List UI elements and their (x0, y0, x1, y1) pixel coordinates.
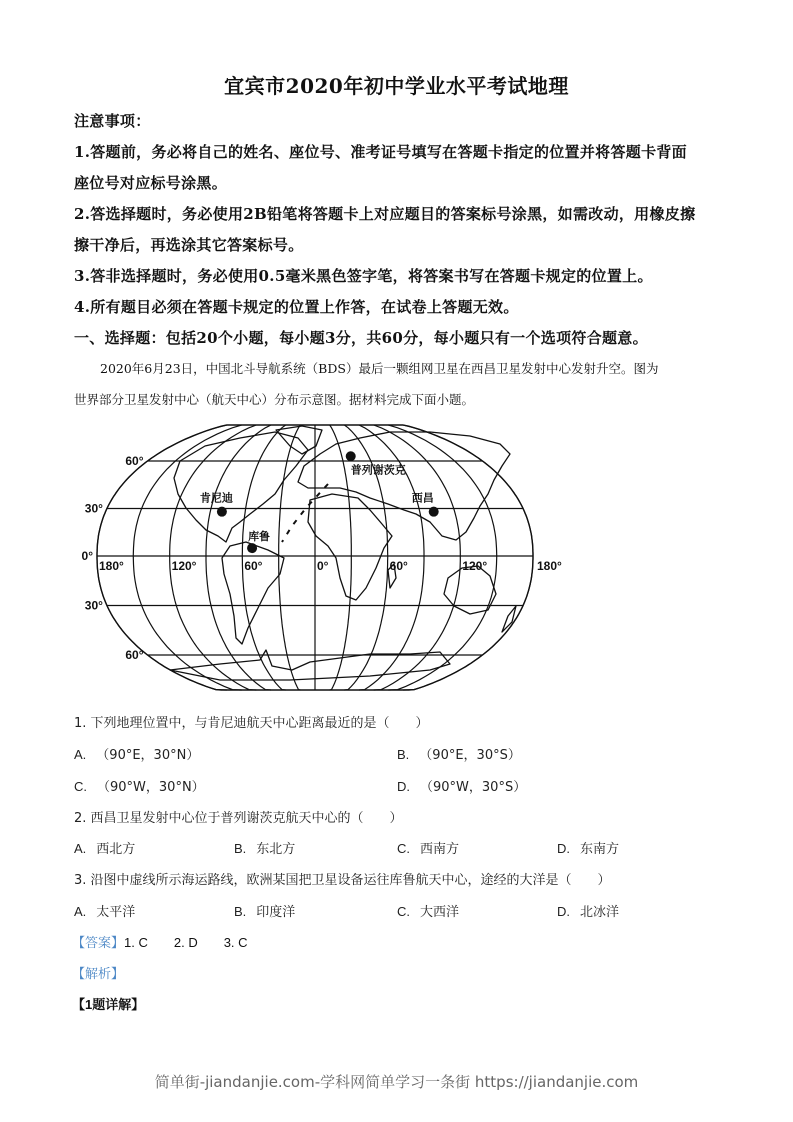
material-line-2: 世界部分卫星发射中心（航天中心）分布示意图。据材料完成下面小题。 (74, 392, 475, 407)
question-1-option-d[interactable]: D. （90°W，30°S） (397, 779, 527, 795)
analysis-tag: 【解析】 (72, 966, 125, 981)
notice-line-6: 4.所有题目必须在答题卡规定的位置上作答，在试卷上答题无效。 (74, 298, 519, 316)
answer-2: 2. D (173, 935, 198, 950)
question-1-stem: 1. 下列地理位置中，与肯尼迪航天中心距离最近的是（ ） (74, 716, 429, 731)
question-2-stem: 2. 西昌卫星发射中心位于普列谢茨克航天中心的（ ） (74, 811, 403, 826)
section-heading: 一、选择题：包括20个小题，每小题3分，共60分，每小题只有一个选项符合题意。 (74, 329, 648, 347)
svg-text:60°: 60° (125, 454, 144, 468)
question-1-option-c[interactable]: C. （90°W，30°N） (74, 779, 205, 795)
question-2-option-b[interactable]: B. 东北方 (234, 841, 296, 857)
world-map-figure (70, 418, 570, 698)
footer-watermark: 简单街-jiandanjie.com-学科网简单学习一条街 https://jiandanjie.com (154, 1073, 639, 1091)
notice-heading: 注意事项： (74, 112, 151, 130)
launch-sites (200, 451, 439, 553)
notice-line-2: 座位号对应标号涂黑。 (74, 174, 228, 192)
svg-text:180°: 180° (99, 559, 124, 573)
svg-text:普列谢茨克: 普列谢茨克 (350, 463, 406, 477)
svg-text:库鲁: 库鲁 (248, 530, 271, 544)
question-3-option-a[interactable]: A. 太平洋 (74, 904, 136, 920)
analysis-subheading: 【1题详解】 (72, 997, 145, 1012)
svg-text:120°: 120° (171, 559, 197, 573)
svg-text:西昌: 西昌 (411, 491, 434, 505)
svg-text:60°: 60° (244, 559, 263, 573)
answer-line (72, 932, 248, 951)
notice-line-3: 2.答选择题时，务必使用2B铅笔将答题卡上对应题目的答案标号涂黑，如需改动，用橡皮擦 (74, 205, 696, 223)
svg-text:30°: 30° (84, 598, 103, 613)
svg-text:120°: 120° (462, 559, 488, 573)
svg-text:肯尼迪: 肯尼迪 (199, 491, 233, 505)
question-1-option-b[interactable]: B. （90°E，30°S） (397, 747, 521, 763)
svg-text:0°: 0° (317, 559, 329, 573)
question-3-stem: 3. 沿图中虚线所示海运路线，欧洲某国把卫星设备运往库鲁航天中心，途经的大洋是（ ） (74, 873, 611, 888)
question-3-option-d[interactable]: D. 北冰洋 (557, 904, 620, 920)
answer-1: 1. C (124, 935, 148, 950)
question-1-option-a[interactable]: A. （90°E，30°N） (74, 747, 200, 763)
notice-line-4: 擦干净后，再选涂其它答案标号。 (74, 236, 304, 254)
question-2-option-c[interactable]: C. 西南方 (397, 841, 460, 857)
answer-tag: 【答案】 (72, 935, 125, 950)
question-3-option-b[interactable]: B. 印度洋 (234, 904, 296, 920)
graticule (97, 425, 533, 690)
svg-text:30°: 30° (84, 501, 103, 516)
svg-text:180°: 180° (537, 559, 562, 573)
svg-text:60°: 60° (389, 559, 408, 573)
question-2-option-d[interactable]: D. 东南方 (557, 841, 620, 857)
question-2-option-a[interactable]: A. 西北方 (74, 841, 136, 857)
notice-line-5: 3.答非选择题时，务必使用0.5毫米黑色签字笔，将答案书写在答题卡规定的位置上。 (74, 267, 653, 285)
question-3-option-c[interactable]: C. 大西洋 (397, 904, 460, 920)
svg-text:0°: 0° (81, 549, 93, 563)
material-line-1: 2020年6月23日，中国北斗导航系统（BDS）最后一颗组网卫星在西昌卫星发射中心发射升空。图为 (100, 361, 659, 376)
svg-text:60°: 60° (125, 648, 144, 662)
page-title: 宜宾市2020年初中学业水平考试地理 (224, 74, 569, 98)
answer-3: 3. C (223, 935, 248, 950)
dashed-shipping-route (282, 484, 328, 542)
notice-line-1: 1.答题前，务必将自己的姓名、座位号、准考证号填写在答题卡指定的位置并将答题卡背面 (74, 143, 687, 161)
